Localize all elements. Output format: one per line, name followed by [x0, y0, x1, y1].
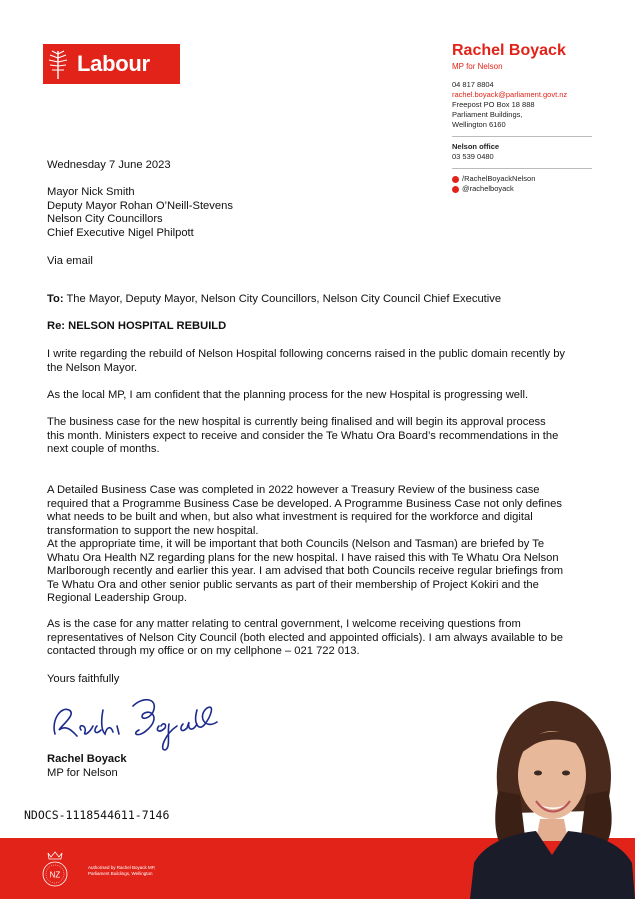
divider: [452, 168, 592, 169]
paragraph-line: Marlborough recently and earlier this year. I am advised that both Councils receive regular briefings from: [47, 565, 564, 577]
paragraph-line: I write regarding the rebuild of Nelson Hospital following concerns raised in the public domain recently by: [47, 348, 566, 360]
mp-role: MP for Nelson: [452, 62, 503, 71]
paragraph: [47, 389, 605, 403]
document-reference: NDOCS-1118544611-7146: [24, 808, 170, 822]
paragraph-line: what needs to be built and when, but also what investment is required for the workforce and digital: [47, 511, 533, 523]
facebook-link[interactable]: [452, 174, 612, 184]
authorisation-line: Authorised by Rachel Boyack MP,: [88, 865, 156, 870]
paragraph-line: this month. Ministers expect to receive and consider the Te Whatu Ora Board’s recommendations in the: [47, 429, 559, 442]
address-line: Wellington 6160: [452, 120, 506, 129]
paragraph: [47, 618, 605, 659]
paragraph-line: contacted through my office or on my cellphone – 021 722 013.: [47, 645, 360, 657]
paragraph-line: As the local MP, I am confident that the planning process for the new Hospital is progressing well.: [47, 389, 529, 401]
parliament-crest-icon: [40, 849, 70, 889]
fern-icon: [43, 44, 73, 84]
paragraph-line: As is the case for any matter relating to central government, I welcome receiving questions from: [47, 618, 521, 630]
to-label: To:: [47, 293, 64, 305]
recipient: Deputy Mayor Rohan O’Neill-Stevens: [47, 199, 233, 212]
logo-wordmark: Labour: [77, 51, 150, 76]
paragraph: [47, 484, 605, 538]
signer-block: [47, 753, 127, 780]
authorisation-line: Parliament Buildings, Wellington: [88, 871, 153, 876]
contact-block: [452, 42, 612, 194]
labour-logo: [43, 44, 180, 84]
address-line: Parliament Buildings,: [452, 110, 523, 119]
paragraph-line: next couple of months.: [47, 443, 160, 455]
instagram-link[interactable]: [452, 184, 612, 194]
recipient-list: [47, 186, 233, 240]
instagram-icon: [452, 186, 459, 193]
office-label: Nelson office: [452, 142, 500, 151]
divider: [452, 136, 592, 137]
paragraph-line: Whatu Ora Health NZ regarding plans for the new hospital. I have raised this with Te Whatu Ora Nelson: [47, 551, 559, 564]
handwritten-signature: [47, 690, 237, 752]
closing: Yours faithfully: [47, 673, 120, 685]
signer-name: Rachel Boyack: [47, 753, 127, 765]
paragraph-line: required that a Programme Business Case be developed. A Programme Business Case not only defines: [47, 497, 562, 510]
recipient: Chief Executive Nigel Philpott: [47, 226, 194, 239]
address-line: Freepost PO Box 18 888: [452, 100, 535, 109]
via-line: Via email: [47, 255, 93, 267]
email-link[interactable]: rachel.boyack@parliament.govt.nz: [452, 90, 568, 99]
office-phone: 03 539 0480: [452, 152, 494, 161]
subject-line: Re: NELSON HOSPITAL REBUILD: [47, 320, 227, 332]
recipient: Nelson City Councillors: [47, 213, 163, 225]
paragraph: [47, 416, 605, 457]
paragraph-line: Regional Leadership Group.: [47, 592, 187, 604]
crest-text: NZ: [49, 870, 61, 880]
phone: 04 817 8804: [452, 80, 494, 89]
mp-name: Rachel Boyack: [452, 42, 566, 59]
paragraph: [47, 348, 605, 375]
authorisation-statement: [88, 865, 178, 877]
signer-role: MP for Nelson: [47, 766, 118, 779]
paragraph-line: the Nelson Mayor.: [47, 361, 138, 374]
letter-date: Wednesday 7 June 2023: [47, 159, 171, 171]
paragraph-line: A Detailed Business Case was completed in 2022 however a Treasury Review of the business case: [47, 484, 540, 496]
to-text: The Mayor, Deputy Mayor, Nelson City Councillors, Nelson City Council Chief Executive: [63, 293, 502, 305]
paragraph-line: representatives of Nelson City Council (both elected and appointed officials). I am always available to be: [47, 631, 563, 644]
facebook-handle: /RachelBoyackNelson: [462, 174, 536, 183]
to-line: [47, 293, 607, 307]
instagram-handle: @rachelboyack: [462, 184, 514, 193]
paragraph-line: The business case for the new hospital is currently being finalised and will begin its approval process: [47, 416, 546, 428]
paragraph-line: transformation to support the new hospital.: [47, 524, 259, 537]
paragraph: [47, 538, 605, 606]
recipient: Mayor Nick Smith: [47, 186, 135, 198]
paragraph-line: At the appropriate time, it will be important that both Councils (Nelson and Tasman) are briefed by Te: [47, 538, 545, 550]
paragraph-line: Te Whatu Ora and other senior public servants as part of their membership of Project Kokiri and the: [47, 578, 539, 591]
mp-portrait-photo: [470, 695, 635, 899]
facebook-icon: [452, 176, 459, 183]
